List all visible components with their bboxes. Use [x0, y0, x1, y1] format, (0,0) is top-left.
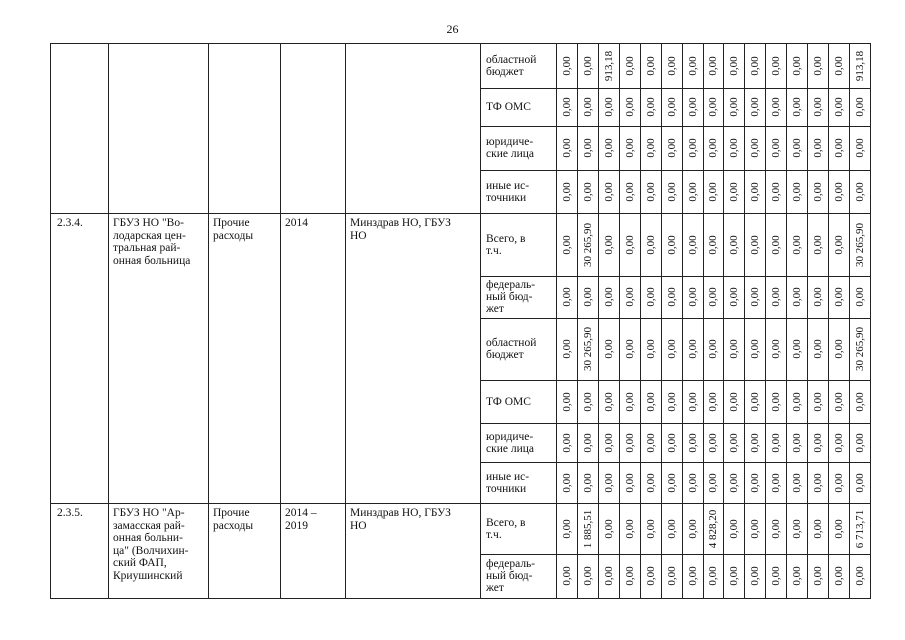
amount-cell: 0,00	[560, 566, 573, 586]
amount-cell: 0,00	[853, 181, 866, 202]
amount-cell: 0,00	[832, 432, 845, 453]
amount-cell: 0,00	[560, 518, 573, 539]
page-number: 26	[446, 22, 459, 36]
funding-source-label: точники	[486, 191, 527, 204]
amount-cell: 0,00	[748, 234, 761, 255]
amount-cell: 30 265,90	[581, 222, 594, 267]
funding-source-label: федераль-	[486, 279, 536, 291]
amount-cell: 0,00	[581, 97, 594, 117]
amount-cell: 0,00	[623, 518, 636, 539]
amount-cell: 0,00	[769, 234, 782, 255]
amount-cell: 0,00	[644, 391, 657, 412]
amount-cell: 0,00	[727, 138, 740, 158]
amount-cell: 0,00	[748, 55, 761, 76]
amount-cell: 0,00	[644, 339, 657, 359]
amount-cell: 0,00	[644, 181, 657, 202]
amount-cell: 0,00	[811, 97, 824, 117]
amount-cell: 30 265,90	[581, 327, 594, 371]
amount-cell: 0,00	[790, 181, 803, 202]
amount-cell: 0,00	[665, 55, 678, 76]
amount-cell: 0,00	[623, 55, 636, 76]
amount-cell: 0,00	[769, 432, 782, 453]
amount-cell: 0,00	[790, 55, 803, 76]
amount-cell: 0,00	[790, 287, 803, 307]
funding-source-label: иные ис-	[486, 179, 530, 192]
amount-cell: 0,00	[769, 339, 782, 359]
period: 2014	[285, 217, 308, 229]
amount-cell: 6 713,71	[853, 509, 866, 548]
amount-cell: 0,00	[769, 472, 782, 493]
amount-cell: 0,00	[665, 138, 678, 158]
funding-source-label: т.ч.	[486, 528, 502, 541]
amount-cell: 0,00	[707, 55, 719, 76]
funding-source-label: областной	[486, 337, 537, 349]
amount-cell: 0,00	[644, 472, 657, 493]
amount-cell: 0,00	[748, 566, 761, 586]
amount-cell: 0,00	[623, 432, 636, 453]
funding-source-label: ские лица	[486, 442, 534, 455]
institution-name: онная больница	[113, 254, 191, 267]
institution-name: тральная рай-	[113, 242, 181, 254]
amount-cell: 0,00	[686, 181, 699, 202]
executor: НО	[350, 519, 367, 532]
amount-cell: 0,00	[665, 518, 678, 539]
amount-cell: 0,00	[623, 287, 636, 307]
amount-cell: 0,00	[727, 518, 740, 539]
amount-cell: 913,18	[853, 50, 866, 81]
amount-cell: 0,00	[811, 339, 824, 359]
amount-cell: 0,00	[811, 234, 824, 255]
amount-cell: 0,00	[748, 97, 761, 117]
amount-cell: 0,00	[748, 181, 761, 202]
expense-type: расходы	[213, 519, 254, 532]
amount-cell: 0,00	[644, 97, 657, 117]
amount-cell: 0,00	[811, 181, 824, 202]
amount-cell: 0,00	[790, 518, 803, 539]
amount-cell: 0,00	[686, 432, 699, 453]
table-border-top	[50, 43, 871, 44]
period: 2014 –	[285, 507, 317, 519]
amount-cell: 0,00	[790, 339, 803, 359]
funding-source-label: жет	[486, 582, 504, 594]
amount-cell: 0,00	[686, 287, 699, 307]
amount-cell: 0,00	[790, 432, 803, 453]
amount-cell: 0,00	[727, 234, 740, 255]
funding-source-label: Всего, в	[486, 232, 526, 245]
amount-cell: 0,00	[832, 287, 845, 307]
amount-cell: 0,00	[707, 472, 719, 493]
amount-cell: 0,00	[790, 97, 803, 117]
amount-cell: 0,00	[769, 287, 782, 307]
amount-cell: 0,00	[623, 472, 636, 493]
amount-cell: 0,00	[602, 391, 615, 412]
amount-cell: 0,00	[832, 566, 845, 586]
funding-source-label: жет	[486, 303, 504, 315]
funding-source-label: федераль-	[486, 558, 536, 570]
institution-name: ГБУЗ НО "Во-	[113, 217, 184, 229]
amount-cell: 0,00	[853, 472, 866, 493]
amount-cell: 0,00	[727, 181, 740, 202]
amount-cell: 0,00	[727, 432, 740, 453]
amount-cell: 0,00	[560, 432, 573, 453]
amount-cell: 0,00	[665, 287, 678, 307]
amount-cell: 913,18	[602, 50, 615, 81]
amount-cell: 0,00	[560, 234, 573, 255]
amount-cell: 0,00	[748, 339, 761, 359]
amount-cell: 0,00	[623, 566, 636, 586]
institution-name: замасская рай-	[113, 519, 185, 532]
amount-cell: 0,00	[832, 339, 845, 359]
amount-cell: 0,00	[707, 566, 719, 586]
amount-cell: 0,00	[727, 339, 740, 359]
amount-cell: 0,00	[748, 138, 761, 158]
amount-cell: 0,00	[686, 518, 699, 539]
amount-cell: 0,00	[644, 234, 657, 255]
item-code: 2.3.4.	[57, 217, 83, 229]
amount-cell: 0,00	[853, 391, 866, 412]
amount-cell: 0,00	[602, 472, 615, 493]
amount-cell: 0,00	[644, 138, 657, 158]
amount-cell: 0,00	[623, 181, 636, 202]
amount-cell: 0,00	[644, 518, 657, 539]
funding-source-label: ские лица	[486, 148, 534, 160]
funding-source-label: юридиче-	[486, 430, 534, 443]
amount-cell: 0,00	[686, 566, 699, 586]
amount-cell: 30 265,90	[853, 222, 866, 267]
funding-source-label: бюджет	[486, 349, 524, 361]
amount-cell: 0,00	[727, 391, 740, 412]
amount-cell: 0,00	[769, 566, 782, 586]
amount-cell: 0,00	[727, 566, 740, 586]
amount-cell: 0,00	[686, 472, 699, 493]
institution-name: ца" (Волчихин-	[113, 544, 189, 557]
amount-cell: 0,00	[707, 432, 719, 453]
amount-cell: 0,00	[581, 181, 594, 202]
amount-cell: 0,00	[707, 339, 719, 359]
amount-cell: 0,00	[853, 97, 866, 117]
amount-cell: 0,00	[602, 566, 615, 586]
funding-source-label: ный бюд-	[486, 291, 533, 303]
amount-cell: 0,00	[853, 566, 866, 586]
expense-type: Прочие	[213, 507, 250, 519]
amount-cell: 0,00	[560, 97, 573, 117]
amount-cell: 0,00	[623, 234, 636, 255]
amount-cell: 0,00	[602, 181, 615, 202]
amount-cell: 0,00	[832, 234, 845, 255]
amount-cell: 0,00	[623, 138, 636, 158]
period: 2019	[285, 519, 308, 532]
amount-cell: 0,00	[727, 55, 740, 76]
amount-cell: 0,00	[686, 55, 699, 76]
amount-cell: 0,00	[832, 472, 845, 493]
amount-cell: 0,00	[790, 566, 803, 586]
funding-source-label: точники	[486, 482, 527, 495]
row-divider	[50, 213, 871, 214]
amount-cell: 0,00	[602, 138, 615, 158]
amount-cell: 0,00	[790, 138, 803, 158]
amount-cell: 0,00	[832, 97, 845, 117]
funding-source-label: ный бюд-	[486, 570, 533, 582]
amount-cell: 0,00	[665, 97, 678, 117]
funding-source-label: Всего, в	[486, 516, 526, 529]
column-divider	[208, 43, 209, 598]
amount-cell: 0,00	[581, 287, 594, 307]
amount-cell: 0,00	[602, 432, 615, 453]
amount-cell: 0,00	[811, 432, 824, 453]
amount-cell: 0,00	[560, 287, 573, 307]
amount-cell: 0,00	[560, 138, 573, 158]
column-divider	[280, 43, 281, 598]
amount-cell: 0,00	[769, 138, 782, 158]
amount-cell: 0,00	[748, 432, 761, 453]
amount-cell: 0,00	[623, 391, 636, 412]
amount-cell: 0,00	[748, 472, 761, 493]
amount-cell: 0,00	[769, 181, 782, 202]
amount-cell: 0,00	[811, 55, 824, 76]
amount-cell: 0,00	[644, 287, 657, 307]
amount-cell: 0,00	[644, 55, 657, 76]
table-border-bottom	[50, 598, 871, 599]
amount-cell: 0,00	[686, 391, 699, 412]
amount-cell: 0,00	[644, 432, 657, 453]
amount-cell: 0,00	[769, 518, 782, 539]
amount-cell: 0,00	[832, 181, 845, 202]
amount-cell: 0,00	[707, 391, 719, 412]
amount-cell: 0,00	[790, 472, 803, 493]
amount-cell: 0,00	[790, 391, 803, 412]
amount-cell: 0,00	[665, 472, 678, 493]
amount-cell: 0,00	[581, 432, 594, 453]
amount-cell: 0,00	[727, 472, 740, 493]
institution-name: ский ФАП,	[113, 557, 167, 569]
amount-cell: 0,00	[832, 391, 845, 412]
amount-cell: 0,00	[707, 138, 719, 158]
amount-cell: 0,00	[581, 472, 594, 493]
amount-cell: 0,00	[623, 339, 636, 359]
amount-cell: 0,00	[832, 138, 845, 158]
amount-cell: 0,00	[707, 181, 719, 202]
amount-cell: 0,00	[853, 287, 866, 307]
amount-cell: 0,00	[811, 566, 824, 586]
amount-cell: 0,00	[811, 391, 824, 412]
amount-cell: 0,00	[853, 432, 866, 453]
amount-cell: 0,00	[665, 566, 678, 586]
amount-cell: 1 885,51	[581, 509, 594, 548]
amount-cell: 0,00	[581, 566, 594, 586]
amount-cell: 0,00	[665, 391, 678, 412]
expense-type: Прочие	[213, 217, 250, 229]
amount-cell: 0,00	[686, 234, 699, 255]
amount-cell: 0,00	[790, 234, 803, 255]
amount-cell: 0,00	[707, 97, 719, 117]
amount-cell: 0,00	[748, 287, 761, 307]
amount-cell: 0,00	[602, 97, 615, 117]
executor: Минздрав НО, ГБУЗ	[350, 217, 451, 229]
column-divider	[108, 43, 109, 598]
amount-cell: 0,00	[665, 181, 678, 202]
amount-cell: 0,00	[602, 339, 615, 359]
amount-cell: 0,00	[832, 55, 845, 76]
amount-cell: 4 828,20	[707, 509, 719, 548]
amount-cell: 0,00	[560, 391, 573, 412]
amount-cell: 0,00	[665, 234, 678, 255]
institution-name: ГБУЗ НО "Ар-	[113, 507, 185, 519]
amount-cell: 0,00	[748, 391, 761, 412]
amount-cell: 0,00	[707, 287, 719, 307]
amount-cell: 0,00	[581, 138, 594, 158]
institution-name: Криушинский	[113, 569, 183, 582]
amount-cell: 0,00	[811, 472, 824, 493]
institution-name: онная больни-	[113, 532, 183, 544]
amount-cell: 0,00	[665, 339, 678, 359]
amount-cell: 0,00	[727, 287, 740, 307]
amount-cell: 0,00	[769, 391, 782, 412]
amount-cell: 0,00	[581, 391, 594, 412]
amount-cell: 0,00	[832, 518, 845, 539]
funding-source-label: ТФ ОМС	[486, 395, 531, 408]
amount-cell: 0,00	[686, 138, 699, 158]
column-divider	[345, 43, 346, 598]
row-divider	[50, 503, 871, 504]
column-divider	[50, 43, 51, 598]
amount-cell: 30 265,90	[853, 327, 866, 371]
amount-cell: 0,00	[686, 97, 699, 117]
amount-cell: 0,00	[560, 55, 573, 76]
amount-cell: 0,00	[811, 518, 824, 539]
expense-type: расходы	[213, 229, 254, 242]
amount-cell: 0,00	[560, 339, 573, 359]
funding-source-label: ТФ ОМС	[486, 101, 531, 113]
funding-source-label: т.ч.	[486, 244, 502, 257]
institution-name: лодарская цен-	[113, 229, 186, 242]
amount-cell: 0,00	[602, 287, 615, 307]
amount-cell: 0,00	[769, 55, 782, 76]
amount-cell: 0,00	[623, 97, 636, 117]
amount-cell: 0,00	[811, 138, 824, 158]
amount-cell: 0,00	[581, 55, 594, 76]
amount-cell: 0,00	[811, 287, 824, 307]
executor: Минздрав НО, ГБУЗ	[350, 507, 451, 519]
amount-cell: 0,00	[686, 339, 699, 359]
funding-source-label: юридиче-	[486, 136, 534, 148]
amount-cell: 0,00	[560, 181, 573, 202]
amount-cell: 0,00	[853, 138, 866, 158]
funding-source-label: областной	[486, 53, 537, 66]
item-code: 2.3.5.	[57, 507, 83, 519]
amount-cell: 0,00	[665, 432, 678, 453]
amount-cell: 0,00	[560, 472, 573, 493]
amount-cell: 0,00	[727, 97, 740, 117]
amount-cell: 0,00	[707, 234, 719, 255]
amount-cell: 0,00	[602, 518, 615, 539]
executor: НО	[350, 229, 367, 242]
amount-cell: 0,00	[602, 234, 615, 255]
amount-cell: 0,00	[769, 97, 782, 117]
funding-source-label: бюджет	[486, 65, 524, 78]
funding-source-label: иные ис-	[486, 470, 530, 483]
amount-cell: 0,00	[644, 566, 657, 586]
amount-cell: 0,00	[748, 518, 761, 539]
